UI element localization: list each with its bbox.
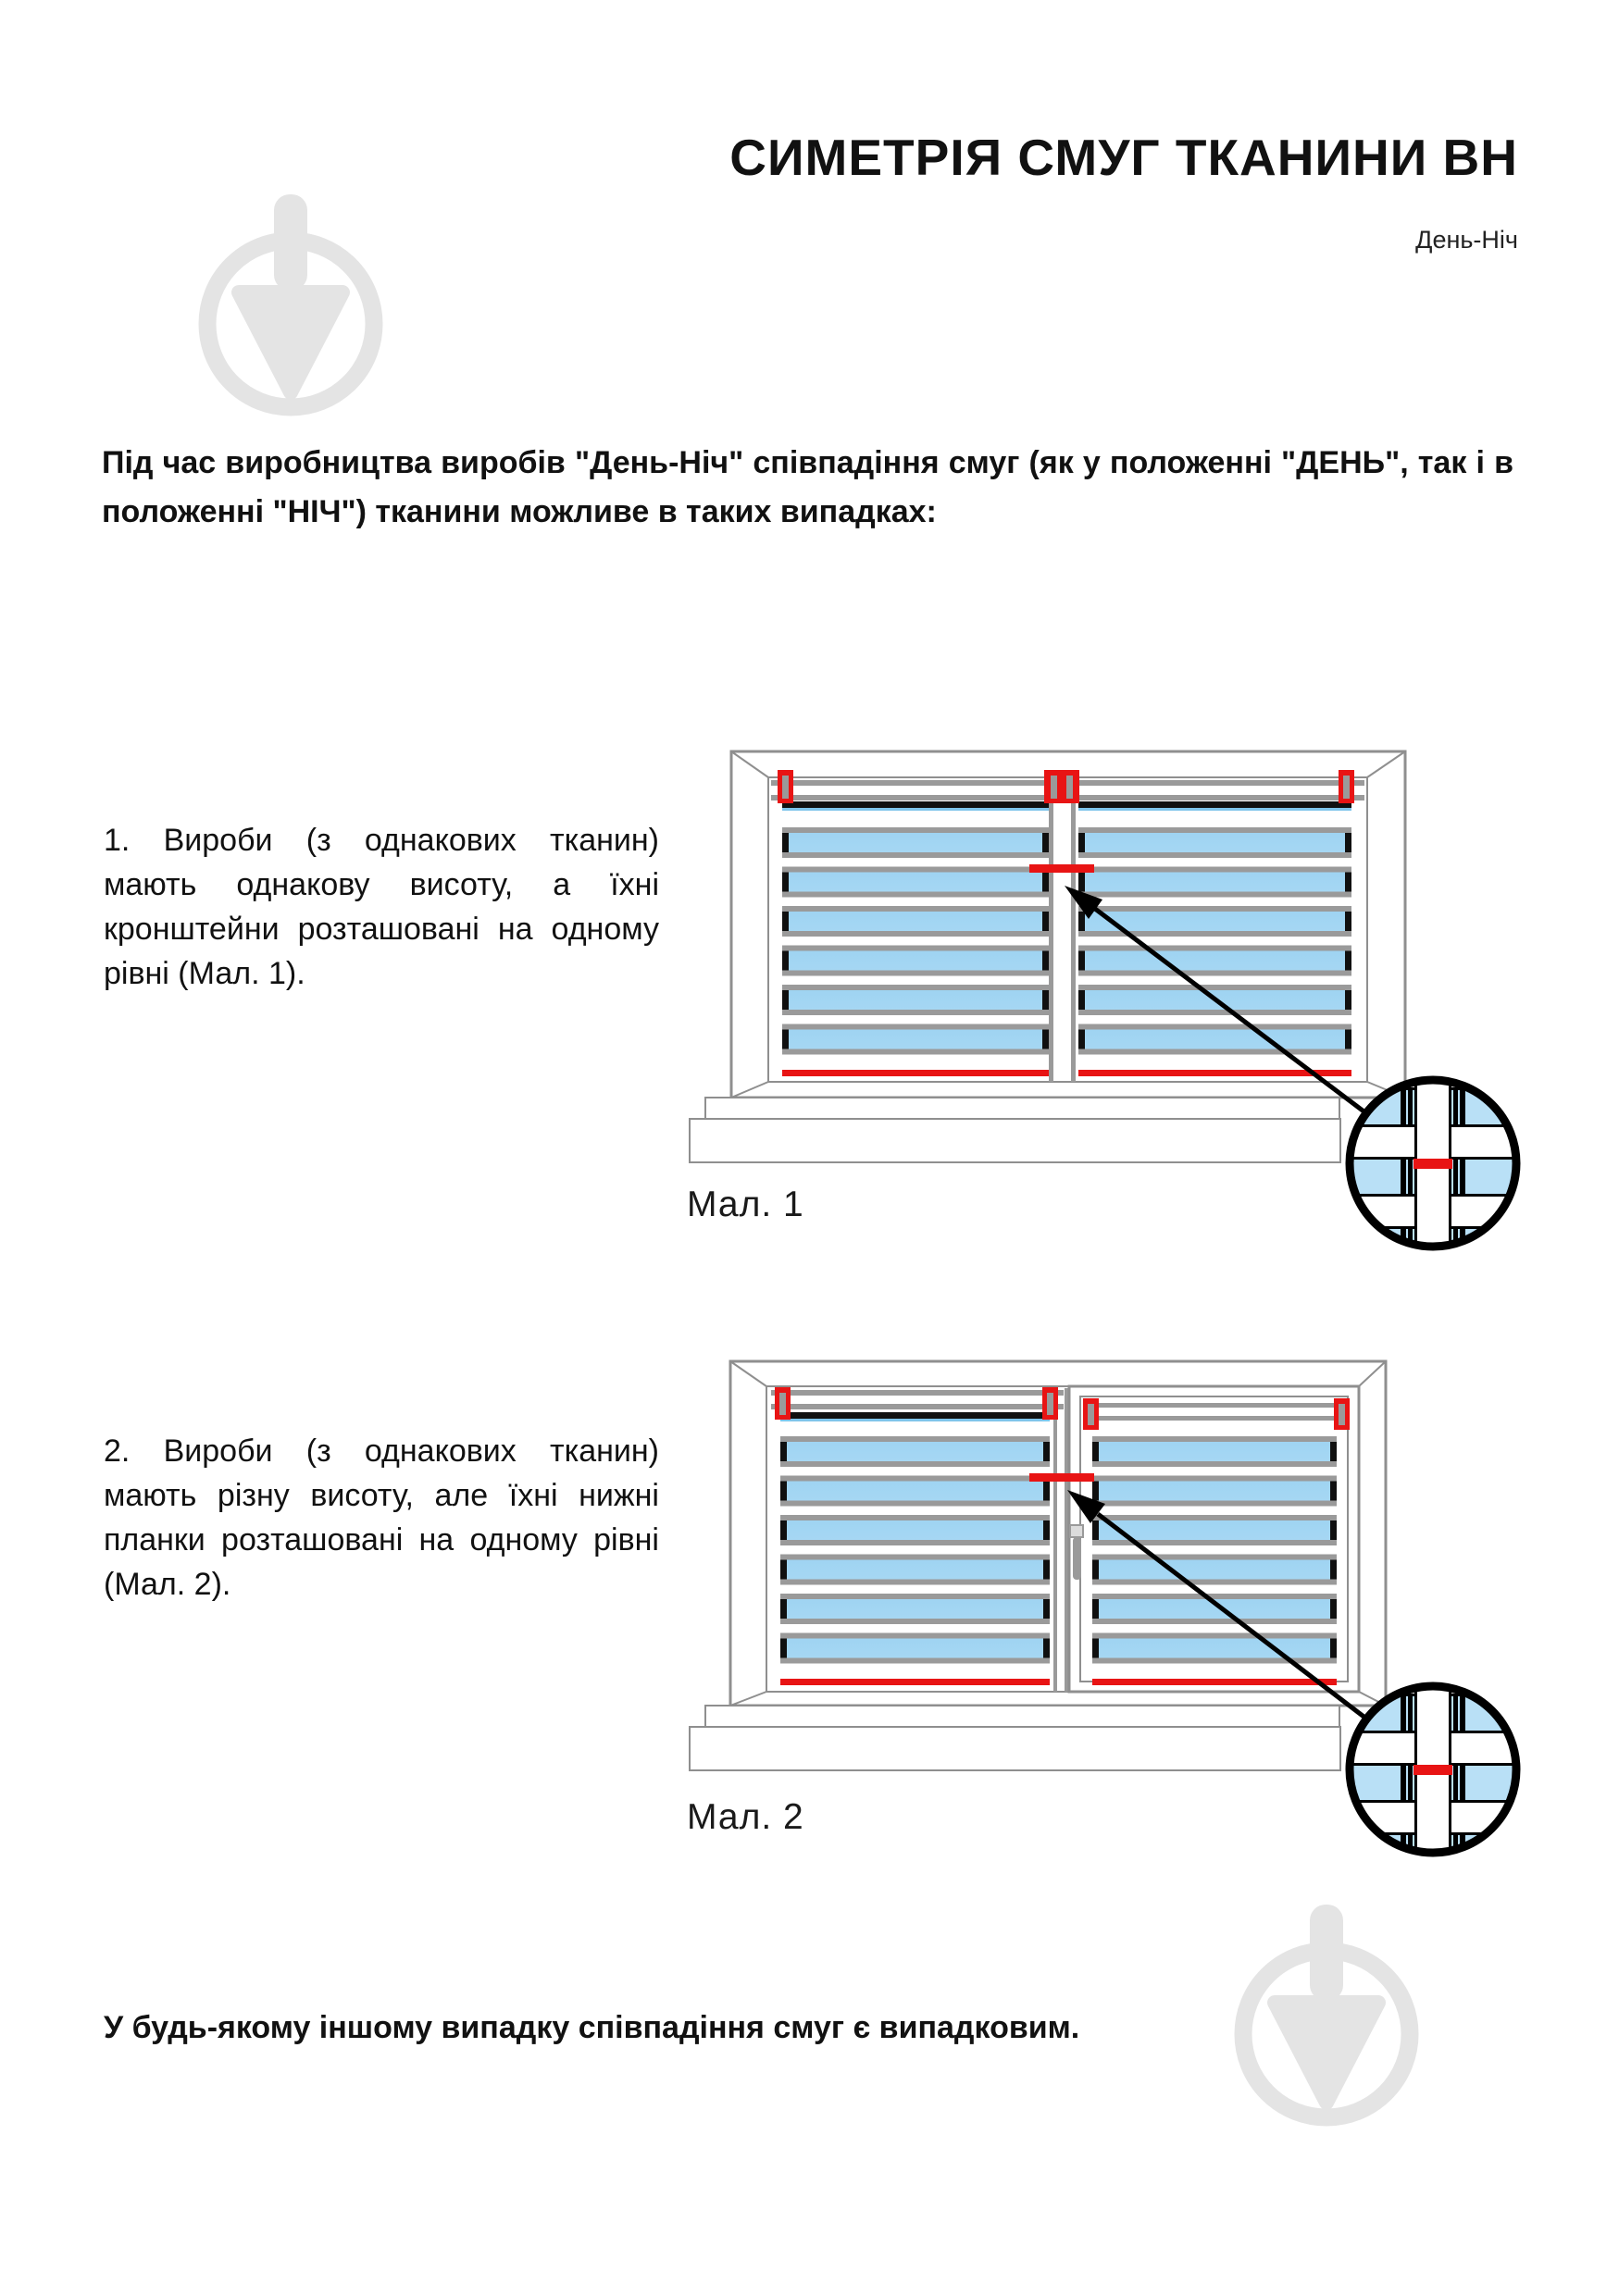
trowel-in-circle-icon xyxy=(207,194,374,407)
bottom-bar-highlight xyxy=(780,1679,1050,1685)
bottom-bar-highlight xyxy=(782,1070,1049,1076)
figure-2-caption: Мал. 2 xyxy=(687,1797,804,1837)
window-sill xyxy=(690,1098,1340,1162)
figure-2-window-illustration xyxy=(690,1361,1521,1942)
figure-1-window-illustration xyxy=(690,751,1521,1335)
case-2-paragraph: 2. Вироби (з однакових тканин) мають різну висоту, але їхні нижні планки розташовані на одному рівні (Мал. 2). xyxy=(104,1433,659,1602)
intro-paragraph: Під час виробництва виробів "День-Ніч" співпадіння смуг (як у положенні "ДЕНЬ", так і в положенні "НІЧ") тканини можливе в таких випадках: xyxy=(102,445,1513,529)
case-1-paragraph: 1. Вироби (з однакових тканин) мають однакову висоту, а їхні кронштейни розташовані на одному рівні (Мал. 1). xyxy=(104,823,659,991)
bottom-bar-highlight xyxy=(1092,1679,1337,1685)
page-subtitle: День-Ніч xyxy=(1415,226,1518,254)
figure-1-caption: Мал. 1 xyxy=(687,1185,804,1224)
page-title: СИМЕТРІЯ СМУГ ТКАНИНИ ВН xyxy=(729,129,1518,186)
stripe-match-marker xyxy=(1029,864,1094,873)
stripe-match-marker xyxy=(1029,1473,1094,1482)
footer-note: У будь-якому іншому випадку співпадіння смуг є випадковим. xyxy=(104,2010,1080,2045)
window-sill xyxy=(690,1706,1340,1770)
